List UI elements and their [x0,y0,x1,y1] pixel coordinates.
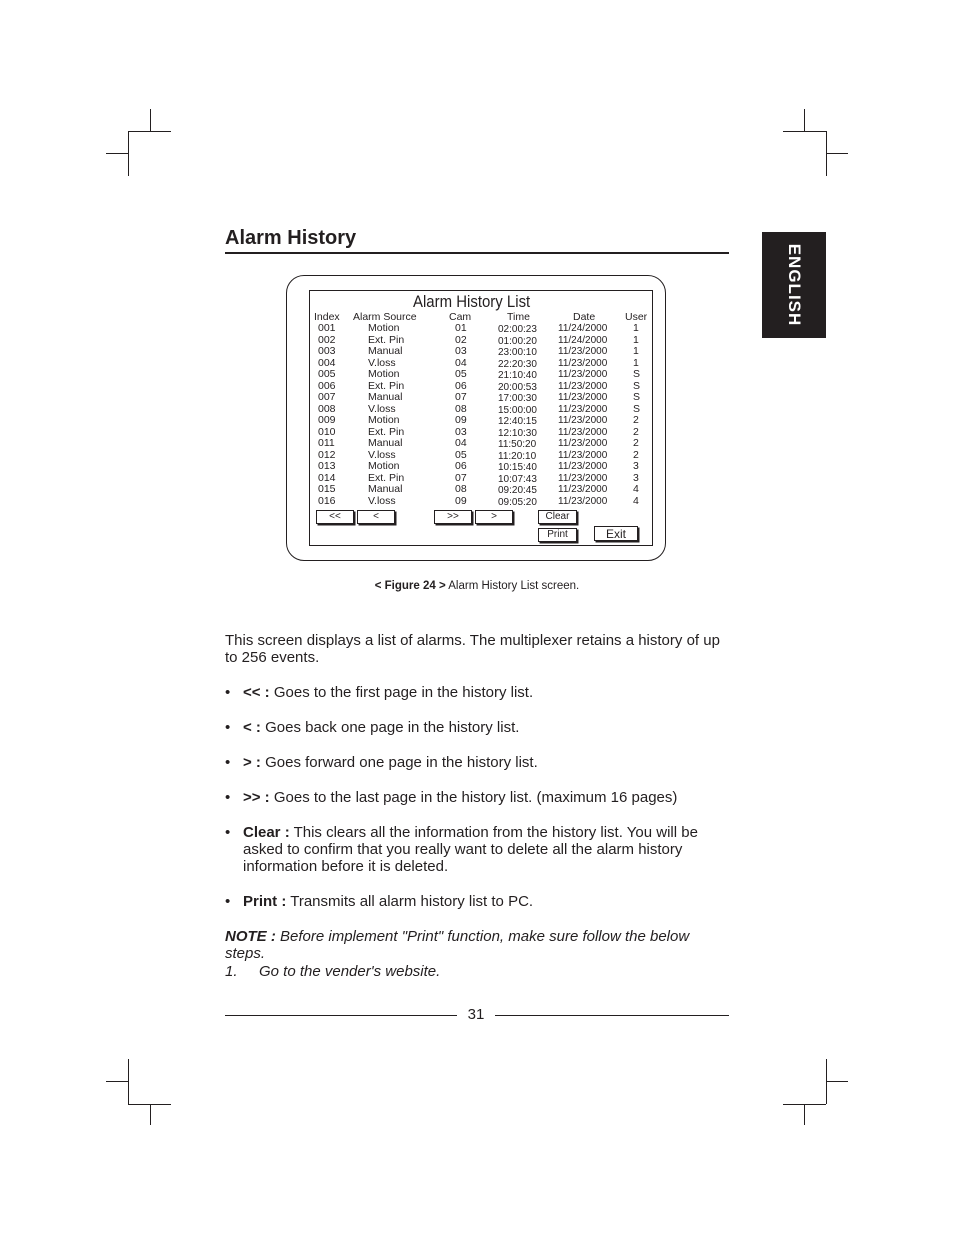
row-index: 004 [318,357,336,369]
bullet-desc: Goes back one page in the history list. [260,719,520,736]
crop-mark [128,131,171,132]
bullet-desc: This clears all the information from the history list. You will be asked to confirm that you really want to delete all the alarm history information before it is deleted. [243,824,698,875]
bullet-first-page [243,684,729,701]
row-source: Ext. Pin [368,472,405,484]
row-index: 012 [318,449,336,461]
row-user: 1 [633,357,639,369]
bullet-desc: Goes to the last page in the history list. (maximum 16 pages) [269,789,678,806]
row-user: 3 [633,460,639,472]
row-time: 09:05:20 [498,497,537,508]
row-index: 008 [318,403,336,415]
row-date: 11/23/2000 [558,404,608,415]
bullet-prev-page [243,719,729,736]
row-time: 23:00:10 [498,347,537,358]
row-cam: 09 [455,495,467,507]
crop-mark [150,1104,151,1125]
row-cam: 02 [455,334,467,346]
row-cam: 05 [455,368,467,380]
row-user: 2 [633,414,639,426]
row-time: 10:15:40 [498,462,537,473]
row-index: 010 [318,426,336,438]
bullet-key: << : [243,684,270,701]
last-page-button[interactable]: >> [434,510,472,524]
bullet-marker: • [225,789,231,806]
column-header-date: Date [573,311,596,323]
row-time: 12:40:15 [498,416,537,427]
column-header-source: Alarm Source [353,311,417,323]
row-source: Ext. Pin [368,426,405,438]
bullet-desc: Goes forward one page in the history list. [260,754,538,771]
row-time: 22:20:30 [498,359,537,370]
row-source: Motion [368,460,400,472]
bullet-last-page [243,789,729,806]
row-cam: 03 [455,426,467,438]
crop-mark [826,153,848,154]
row-date: 11/23/2000 [558,438,608,449]
row-time: 12:10:30 [498,428,537,439]
row-time: 11:50:20 [498,439,537,450]
bullet-marker: • [225,754,231,771]
step-number: 1. [225,963,238,980]
row-date: 11/23/2000 [558,392,608,403]
row-date: 11/23/2000 [558,461,608,472]
row-date: 11/23/2000 [558,427,608,438]
row-date: 11/23/2000 [558,415,608,426]
clear-button[interactable]: Clear [538,510,577,524]
row-user: S [633,391,641,403]
row-time: 11:20:10 [498,451,537,462]
row-source: V.loss [368,449,396,461]
row-index: 003 [318,345,336,357]
row-user: S [633,368,641,380]
row-user: 4 [633,483,639,495]
row-date: 11/23/2000 [558,358,608,369]
exit-button[interactable]: Exit [594,526,638,541]
row-user: 2 [633,449,639,461]
first-page-button[interactable]: << [316,510,354,524]
row-user: 4 [633,495,639,507]
column-header-time: Time [507,311,530,323]
bullet-marker: • [225,893,231,910]
column-header-cam: Cam [449,311,472,323]
bullet-clear [243,824,729,875]
row-source: Manual [368,345,403,357]
intro-paragraph: This screen displays a list of alarms. The multiplexer retains a history of up to 256 events. [225,632,720,666]
row-date: 11/23/2000 [558,484,608,495]
figure-caption-text: Alarm History List screen. [445,580,580,592]
footer-rule-left [225,1015,457,1016]
screen-title: Alarm History List [413,292,531,311]
bullet-marker: • [225,684,231,701]
bullet-desc: Goes to the first page in the history list. [269,684,534,701]
row-source: V.loss [368,403,396,415]
bullet-key: > : [243,754,261,771]
bullet-key: >> : [243,789,270,806]
row-cam: 04 [455,357,467,369]
crop-mark [804,1104,805,1125]
bullet-print [243,893,729,910]
row-index: 001 [318,322,336,334]
row-source: V.loss [368,495,396,507]
row-user: S [633,403,641,415]
note-text: Before implement "Print" function, make sure follow the below steps. [225,928,690,962]
next-page-button[interactable]: > [475,510,513,524]
column-header-user: User [625,311,648,323]
row-time: 17:00:30 [498,393,537,404]
row-date: 11/23/2000 [558,473,608,484]
row-user: 2 [633,426,639,438]
page-title: Alarm History [225,227,357,249]
row-cam: 07 [455,391,467,403]
crop-mark [106,1081,128,1082]
row-index: 007 [318,391,336,403]
bullet-key: Clear : [243,824,290,841]
row-index: 015 [318,483,336,495]
row-source: Ext. Pin [368,380,405,392]
row-index: 016 [318,495,336,507]
print-button[interactable]: Print [538,528,577,542]
language-tab-label: ENGLISH [785,243,804,327]
crop-mark [826,1081,848,1082]
crop-mark [783,131,826,132]
figure-label: < Figure 24 > [374,580,446,592]
row-cam: 09 [455,414,467,426]
crop-mark [128,131,129,176]
column-header-index: Index [314,311,340,323]
row-source: Motion [368,414,400,426]
row-source: Manual [368,483,403,495]
row-source: Ext. Pin [368,334,405,346]
row-time: 20:00:53 [498,382,537,393]
row-index: 006 [318,380,336,392]
page-number: 31 [467,1006,485,1023]
row-time: 21:10:40 [498,370,537,381]
row-index: 011 [318,437,335,449]
title-underline [225,252,729,254]
bullet-key: Print : [243,893,287,910]
prev-page-button[interactable]: < [357,510,395,524]
crop-mark [106,153,128,154]
footer-rule-right [495,1015,729,1016]
row-cam: 07 [455,472,467,484]
crop-mark [804,109,805,131]
row-date: 11/23/2000 [558,381,608,392]
row-index: 013 [318,460,336,472]
row-date: 11/24/2000 [558,335,608,346]
row-user: S [633,380,641,392]
row-user: 1 [633,322,639,334]
row-source: Manual [368,437,403,449]
row-index: 002 [318,334,336,346]
row-cam: 08 [455,483,467,495]
bullet-next-page [243,754,729,771]
row-time: 01:00:20 [498,336,537,347]
row-index: 009 [318,414,336,426]
row-date: 11/23/2000 [558,496,608,507]
row-cam: 06 [455,460,467,472]
row-source: Motion [368,368,400,380]
bullet-marker: • [225,824,231,841]
row-cam: 03 [455,345,467,357]
note-label: NOTE : [225,928,276,945]
row-cam: 05 [455,449,467,461]
note-paragraph [225,928,729,962]
bullet-desc: Transmits all alarm history list to PC. [286,893,534,910]
row-time: 10:07:43 [498,474,537,485]
figure-caption [0,580,954,592]
bullet-key: < : [243,719,261,736]
row-date: 11/23/2000 [558,450,608,461]
row-date: 11/24/2000 [558,323,608,334]
row-user: 2 [633,437,639,449]
row-user: 1 [633,345,639,357]
row-cam: 06 [455,380,467,392]
row-cam: 01 [455,322,467,334]
row-source: V.loss [368,357,396,369]
language-tab [762,232,826,338]
row-source: Motion [368,322,400,334]
row-date: 11/23/2000 [558,346,608,357]
crop-mark [150,109,151,131]
row-index: 014 [318,472,336,484]
row-source: Manual [368,391,403,403]
bullet-marker: • [225,719,231,736]
row-time: 02:00:23 [498,324,537,335]
row-time: 15:00:00 [498,405,537,416]
row-cam: 08 [455,403,467,415]
row-date: 11/23/2000 [558,369,608,380]
row-user: 3 [633,472,639,484]
row-cam: 04 [455,437,467,449]
row-time: 09:20:45 [498,485,537,496]
step-text: Go to the vender's website. [259,963,441,980]
row-index: 005 [318,368,336,380]
row-user: 1 [633,334,639,346]
crop-mark [128,1059,129,1104]
